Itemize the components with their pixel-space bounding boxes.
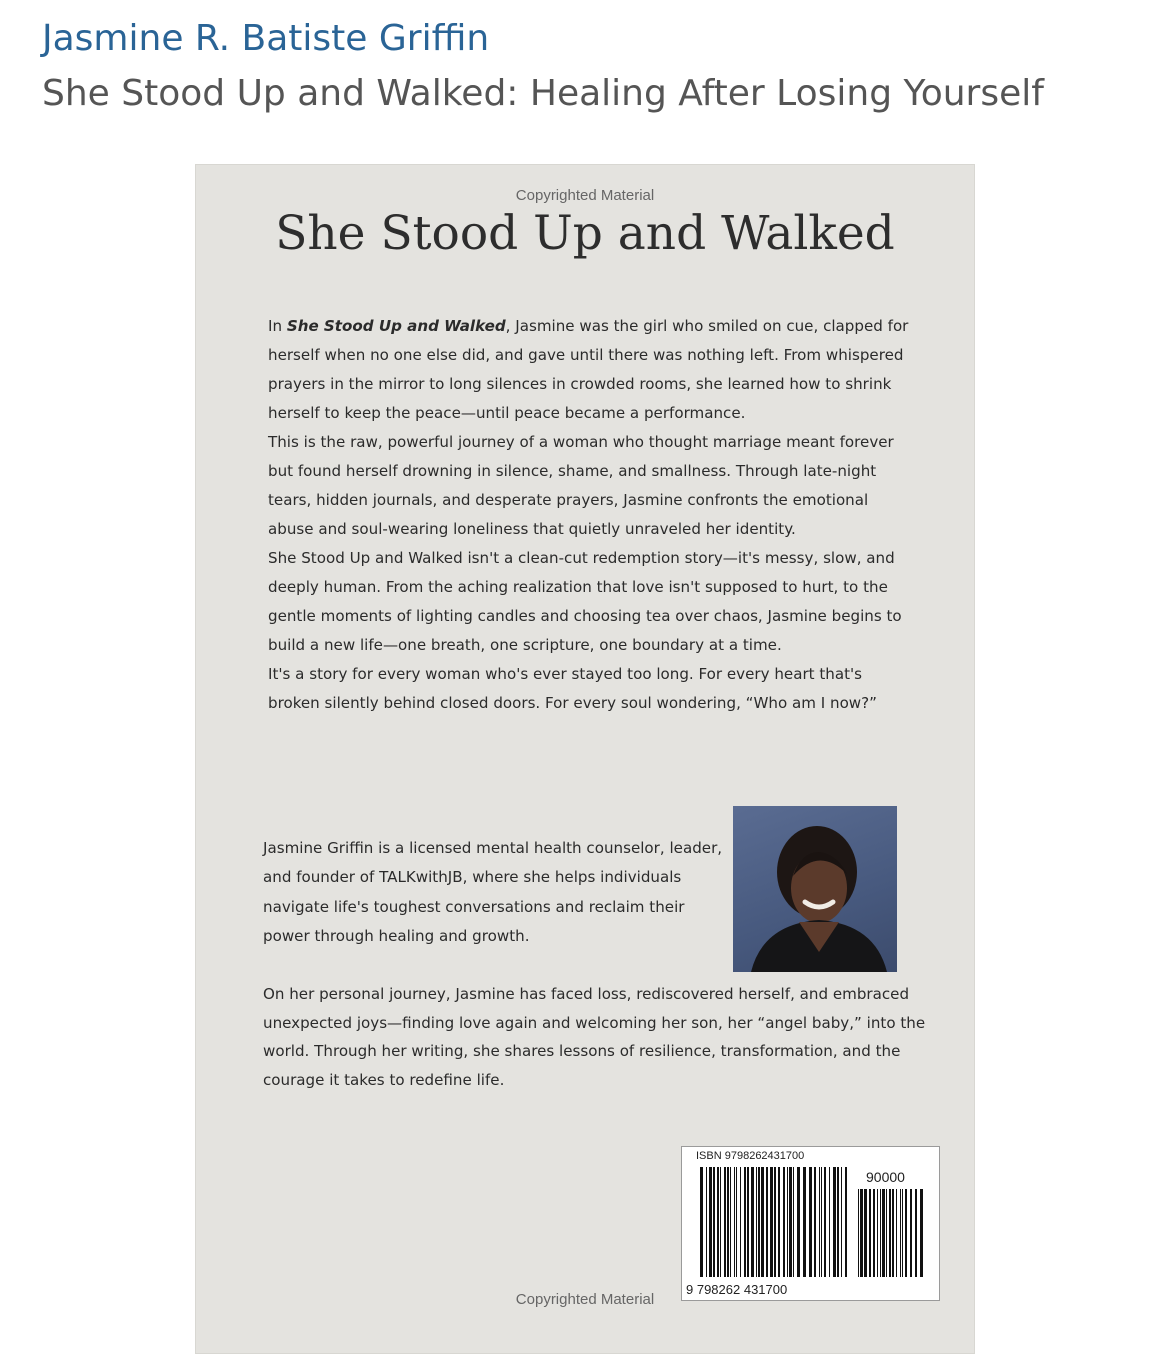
author-photo [733,806,897,972]
back-cover-image[interactable] [195,164,975,1354]
blurb-p1-text: , Jasmine was the girl who smiled on cue, clapped for herself when no one else did, and gave until there was nothing left. From whispered prayers in the mirror to long silences in crowded rooms, she learned how to shrink herself to keep the peace—until peace became a performance. [268,317,909,422]
copyright-label-top: Copyrighted Material [515,187,655,204]
blurb-paragraph-1 [268,312,912,428]
author-portrait-icon [733,806,897,972]
barcode-bars-icon [700,1167,850,1277]
isbn-label: ISBN 9798262431700 [696,1150,805,1162]
book-title: She Stood Up and Walked: Healing After Losing Yourself [42,73,1044,114]
price-barcode-icon [858,1189,924,1277]
author-journey: On her personal journey, Jasmine has faced loss, rediscovered herself, and embraced unexpected joys—finding love again and welcoming her son, her “angel baby,” into the world. Through her writing, she shares lessons of resilience, transformation, and the courage it takes to redefine life. [263,985,926,1089]
blurb [268,312,912,718]
price-code: 90000 [866,1169,905,1185]
blurb-paragraph-3: She Stood Up and Walked isn't a clean-cut redemption story—it's messy, slow, and deeply human. From the aching realization that love isn't supposed to hurt, to the gentle moments of lighting candles and choosing tea over chaos, Jasmine begins to build a new life—one breath, one scripture, one boundary at a time. [268,549,902,654]
blurb-paragraph-2: This is the raw, powerful journey of a woman who thought marriage meant forever but found herself drowning in silence, shame, and smallness. Through late-night tears, hidden journals, and desperate prayers, Jasmine confronts the emotional abuse and soul-wearing loneliness that quietly unraveled her identity. [268,433,894,538]
copyright-label-bottom: Copyrighted Material [515,1291,655,1308]
blurb-paragraph-4: It's a story for every woman who's ever stayed too long. For every heart that's broken silently behind closed doors. For every soul wondering, “Who am I now?” [268,665,877,712]
barcode-digits: 9 798262 431700 [686,1282,788,1297]
isbn-barcode [681,1146,940,1301]
author-link[interactable]: Jasmine R. Batiste Griffin [42,18,490,59]
blurb-prefix: In [268,317,287,335]
author-bio: Jasmine Griffin is a licensed mental health counselor, leader, and founder of TALKwithJB, where she helps individuals navigate life's toughest conversations and reclaim their power through healing and growth. [263,839,723,945]
blurb-bold-title: She Stood Up and Walked [286,317,506,335]
cover-title: She Stood Up and Walked [275,206,895,261]
